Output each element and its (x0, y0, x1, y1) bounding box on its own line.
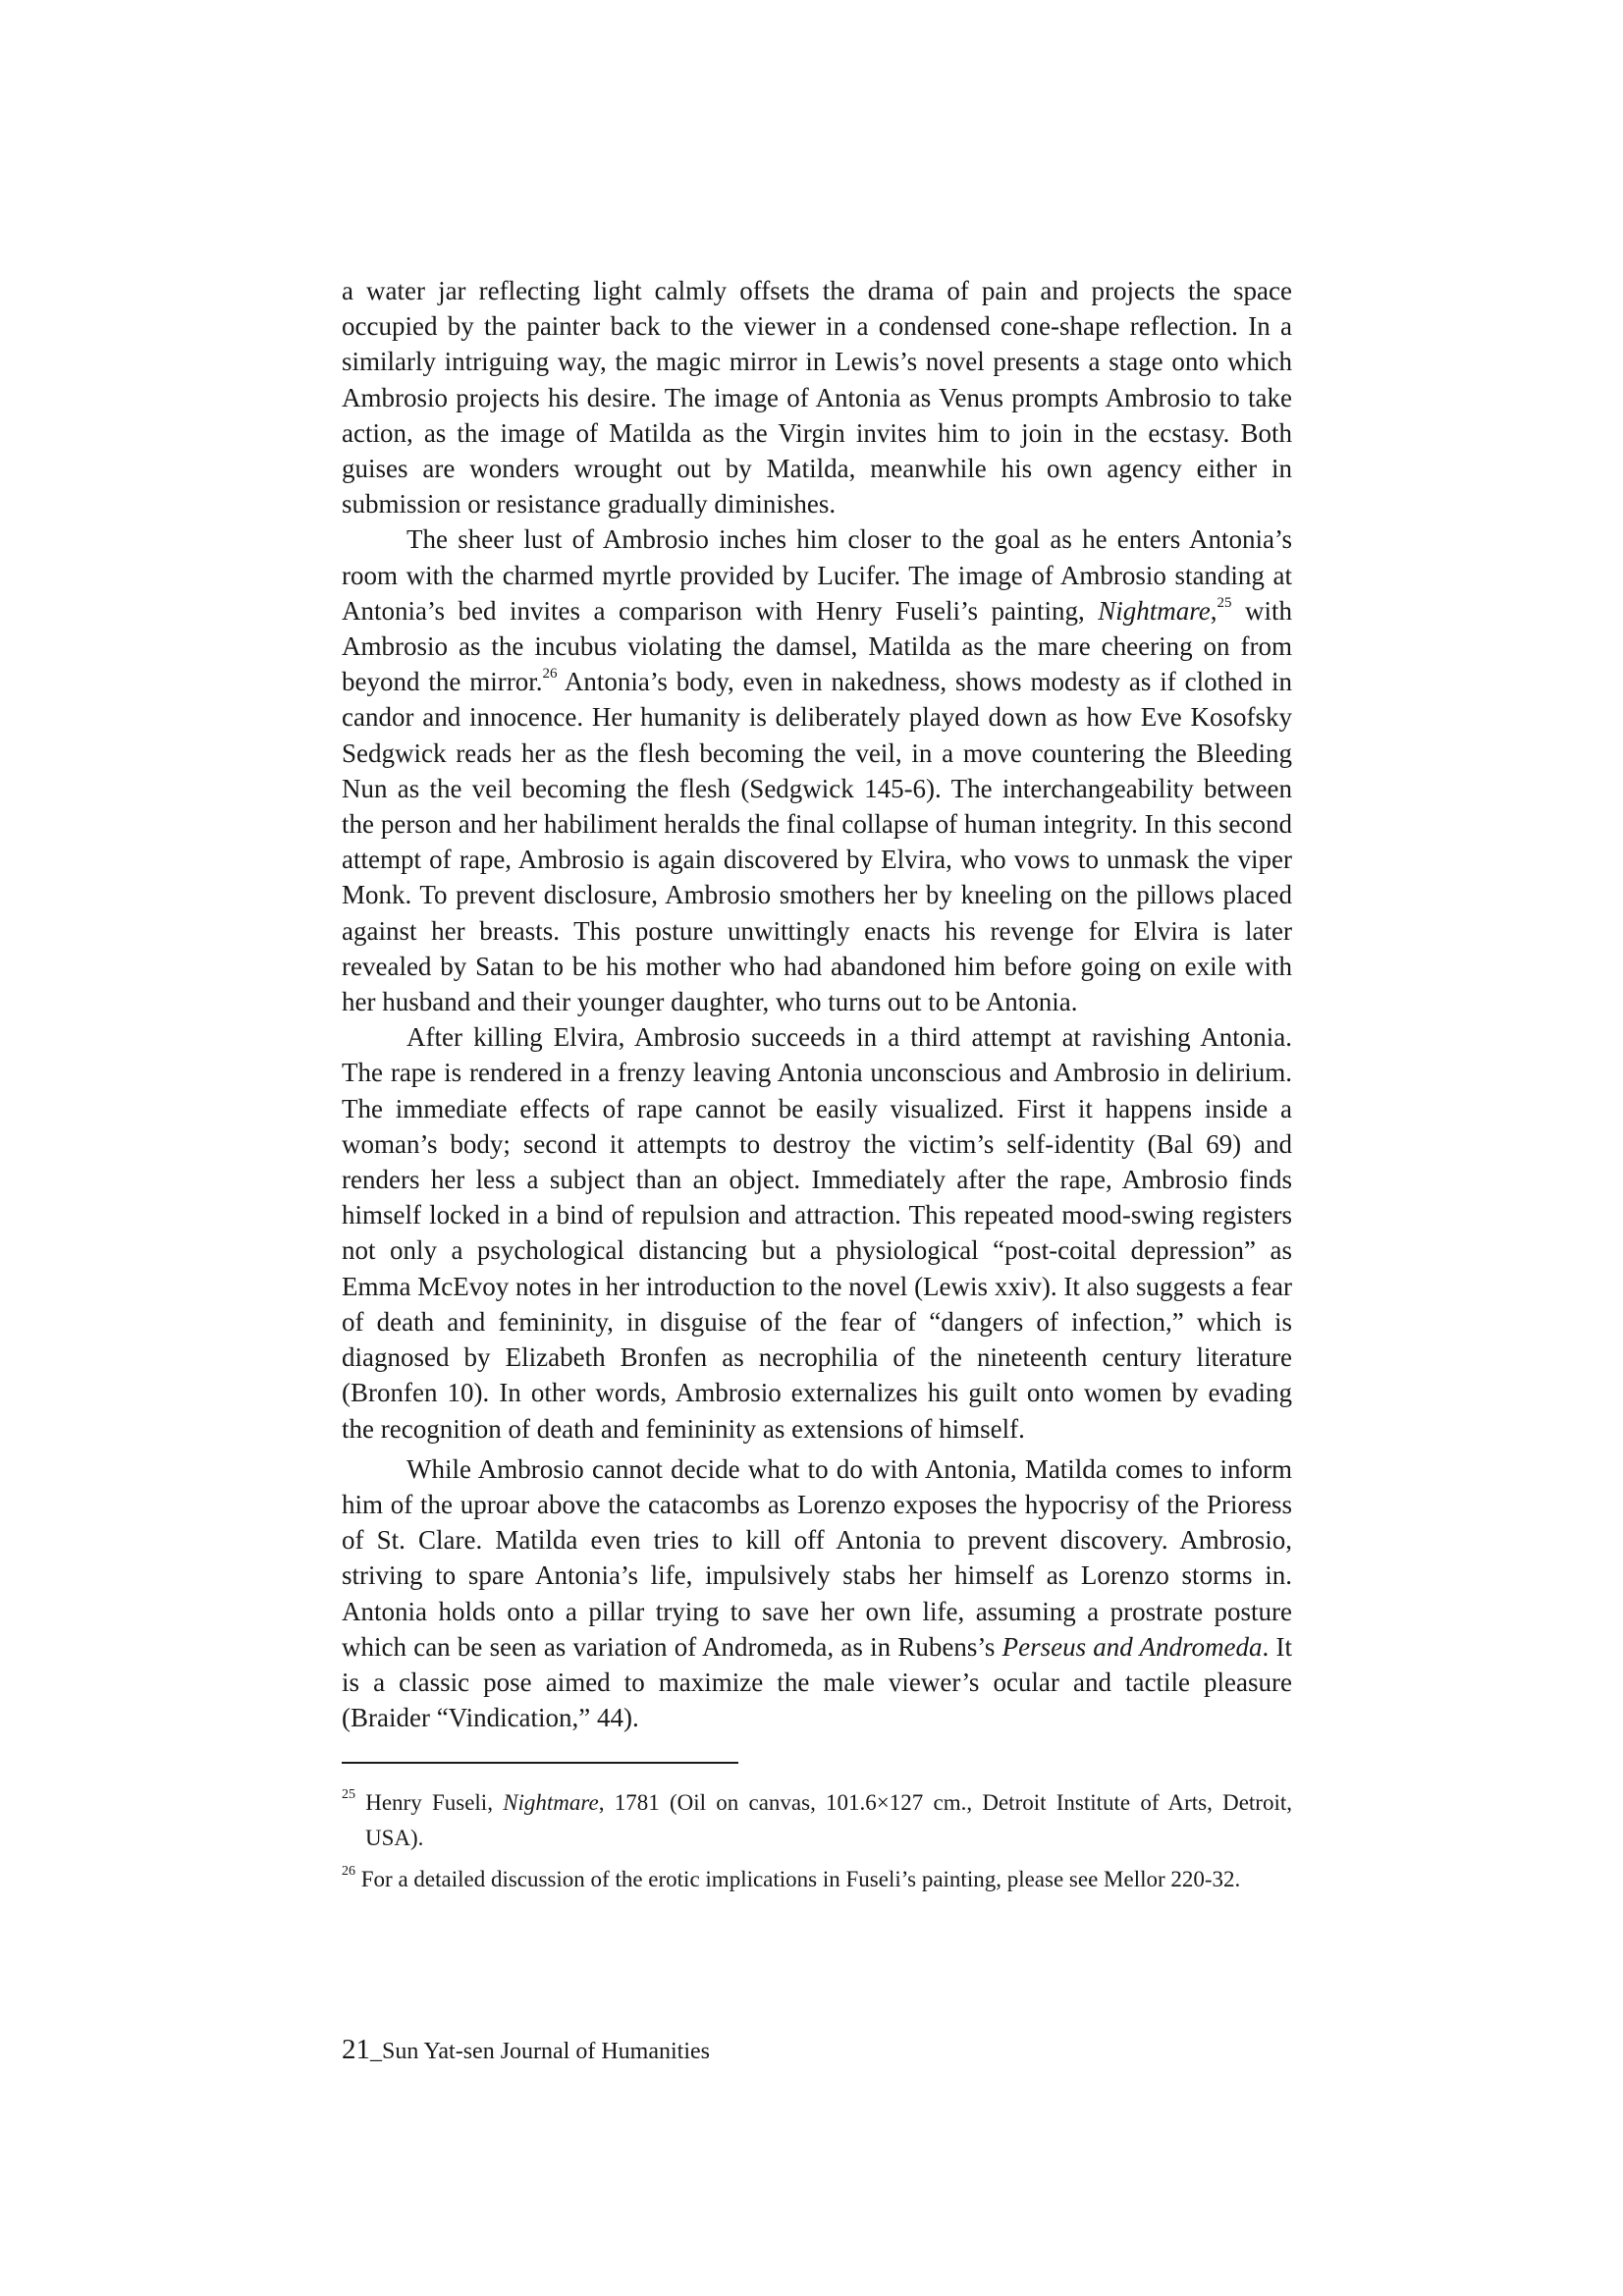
footnotes (342, 1785, 1292, 1897)
body-text (342, 273, 1292, 1735)
paragraph-1: a water jar reflecting light calmly offsets the drama of pain and projects the space occupied by the painter back to the viewer in a condensed cone-shape reflection. In a similarly intriguing way, the magic mirror in Lewis’s novel presents a stage onto which Ambrosio projects his desire. The image of Antonia as Venus prompts Ambrosio to take action, as the image of Matilda as the Virgin invites him to join in the ecstasy. Both guises are wonders wrought out by Matilda, meanwhile his own agency either in submission or resistance gradually diminishes. (342, 276, 1292, 519)
footnote-ref-26: 26 (542, 666, 558, 683)
footnote-25-title: Nightmare (503, 1790, 599, 1816)
paragraph-4-text-a: While Ambrosio cannot decide what to do with Antonia, Matilda comes to inform him of the uproar above the catacombs as Lorenzo exposes the hypocrisy of the Prioress of St. Clare. Matilda even tries to kill off Antonia to prevent discovery. Ambrosio, striving to spare Antonia’s life, impulsively stabs her himself as Lorenzo storms in. Antonia holds onto a pillar trying to save her own life, assuming a prostrate posture which can be seen as variation of Andromeda, as in Rubens’s (342, 1453, 1292, 1662)
paragraph-2 (342, 521, 1292, 1019)
painting-title-perseus: Perseus and Andromeda (1001, 1631, 1263, 1662)
paragraph-4-text-b: . It is a classic pose aimed to maximize the male viewer’s ocular and tactile pleasure (Braider “Vindication,” 44). (342, 1631, 1293, 1733)
page-content (342, 273, 1292, 1903)
page-footer (342, 2035, 710, 2066)
paragraph-3: After killing Elvira, Ambrosio succeeds in a third attempt at ravishing Antonia. The rape is rendered in a frenzy leaving Antonia unconscious and Ambrosio in delirium. The immediate effects of rape cannot be easily visualized. First it happens inside a woman’s body; second it attempts to destroy the victim’s self-identity (Bal 69) and renders her less a subject than an object. Immediately after the rape, Ambrosio finds himself locked in a bind of repulsion and attraction. This repeated mood-swing registers not only a psychological distancing but a physiological “post-coital depression” as Emma McEvoy notes in her introduction to the novel (Lewis xxiv). It also suggests a fear of death and femininity, in disguise of the fear of “dangers of infection,” which is diagnosed by Elizabeth Bronfen as necrophilia of the nineteenth century literature (Bronfen 10). In other words, Ambrosio externalizes his guilt onto women by evading the recognition of death and femininity as extensions of himself. (342, 1022, 1292, 1444)
paragraph-2-text-d: Antonia’s body, even in nakedness, shows modesty as if clothed in candor and innocence. Her humanity is deliberately played down as how Eve Kosofsky Sedgwick reads her as the flesh becoming the veil, in a move countering the Bleeding Nun as the veil becoming the flesh (Sedgwick 145-6). The interchangeability between the person and her habiliment heralds the final collapse of human integrity. In this second attempt of rape, Ambrosio is again discovered by Elvira, who vows to unmask the viper Monk. To prevent disclosure, Ambrosio smothers her by kneeling on the pillows placed against her breasts. This posture unwittingly enacts his revenge for Elvira is later revealed by Satan to be his mother who had abandoned him before going on exile with her husband and their younger daughter, who turns out to be Antonia. (342, 667, 1292, 1017)
paragraph-2-text-c: with Ambrosio as the incubus violating the damsel, Matilda as the mare cheering on from beyond the mirror. (342, 595, 1292, 697)
footnote-26-text: For a detailed discussion of the erotic implications in Fuseli’s painting, please see Mellor 220-32. (355, 1867, 1241, 1892)
paragraph-2-text-b: , (1210, 595, 1217, 626)
footnote-25-text-a: Henry Fuseli, (355, 1790, 504, 1816)
footnote-ref-25: 25 (1217, 594, 1232, 611)
footnote-separator (342, 1762, 738, 1764)
paragraph-2-text-a: The sheer lust of Ambrosio inches him closer to the goal as he enters Antonia’s room with the charmed myrtle provided by Lucifer. The image of Ambrosio standing at Antonia’s bed invites a comparison with Henry Fuseli’s painting, (342, 524, 1292, 626)
footnote-25-text-b: , 1781 (Oil on canvas, 101.6×127 cm., Detroit Institute of Arts, Detroit, USA). (365, 1790, 1292, 1851)
footnote-mark-26: 26 (342, 1863, 355, 1879)
journal-name: _Sun Yat-sen Journal of Humanities (370, 2039, 710, 2064)
page-number: 21 (342, 2034, 370, 2065)
paragraph-4 (342, 1451, 1292, 1736)
painting-title-nightmare: Nightmare (1098, 595, 1211, 626)
footnote-26 (342, 1862, 1292, 1897)
footnote-25 (342, 1785, 1292, 1856)
footnote-mark-25: 25 (342, 1786, 355, 1802)
